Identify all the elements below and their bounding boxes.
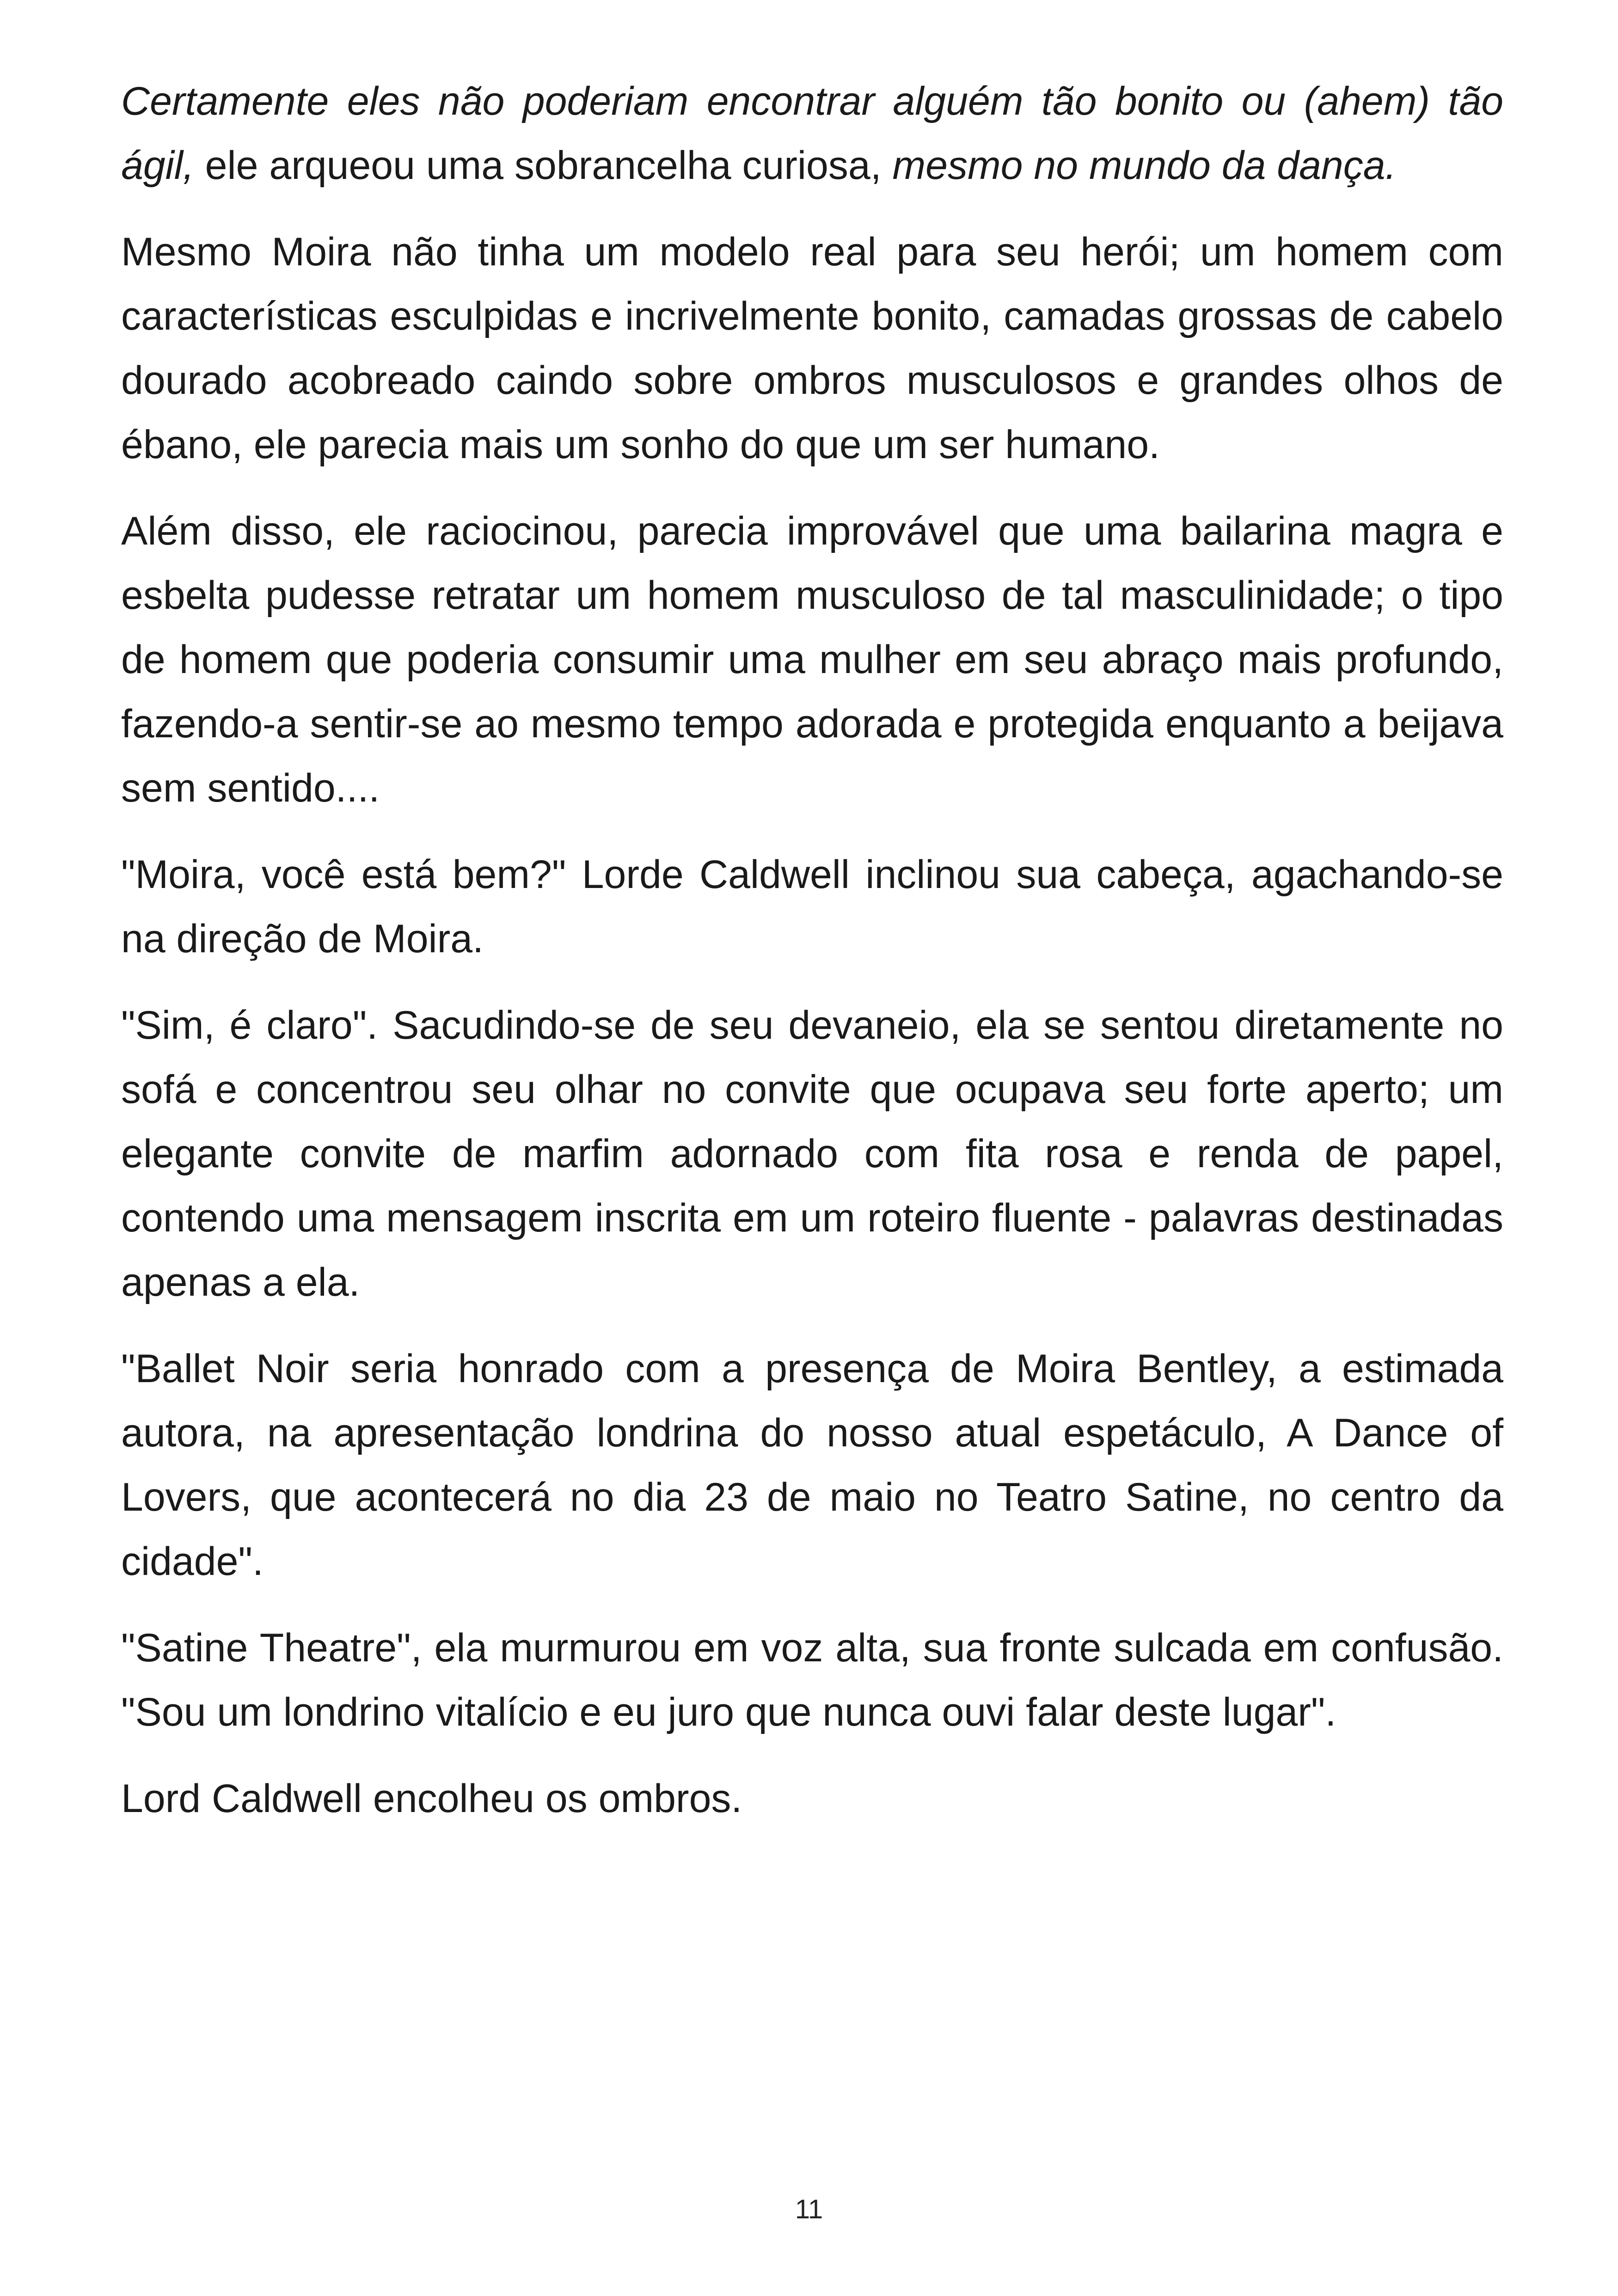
paragraph	[121, 220, 1503, 477]
paragraph	[121, 993, 1503, 1315]
paragraph	[121, 1616, 1503, 1745]
paragraph	[121, 69, 1503, 198]
italic-text: Certamente eles não poderiam encontrar alguém tão bonito ou (ahem) tão ágil,	[121, 79, 1503, 188]
text-segment: "Moira, você está bem?" Lorde Caldwell inclinou sua cabeça, agachando-se na direção de Moira.	[121, 852, 1503, 961]
text-segment: Além disso, ele raciocinou, parecia improvável que uma bailarina magra e esbelta pudesse retratar um homem musculoso de tal masculinidade; o tipo de homem que poderia consumir uma mulher em seu abraço mais profundo, fazendo-a sentir-se ao mesmo tempo adorada e protegida enquanto a beijava sem sentido....	[121, 509, 1503, 810]
paragraph	[121, 1767, 1503, 1831]
text-segment: Lord Caldwell encolheu os ombros.	[121, 1776, 742, 1821]
italic-text: mesmo no mundo da dança.	[892, 143, 1397, 188]
paragraph	[121, 1337, 1503, 1594]
text-segment: "Ballet Noir seria honrado com a presença de Moira Bentley, a estimada autora, na apresentação londrina do nosso atual espetáculo, A Dance of Lovers, que acontecerá no dia 23 de maio no Teatro Satine, no centro da cidade".	[121, 1347, 1503, 1584]
page-number: 11	[795, 2194, 823, 2224]
page-body	[121, 69, 1503, 1853]
text-segment: Mesmo Moira não tinha um modelo real para seu herói; um homem com características esculpidas e incrivelmente bonito, camadas grossas de cabelo dourado acobreado caindo sobre ombros musculosos e grandes olhos de ébano, ele parecia mais um sonho do que um ser humano.	[121, 230, 1503, 467]
paragraph	[121, 843, 1503, 971]
text-segment: "Sim, é claro". Sacudindo-se de seu devaneio, ela se sentou diretamente no sofá e concentrou seu olhar no convite que ocupava seu forte aperto; um elegante convite de marfim adornado com fita rosa e renda de papel, contendo uma mensagem inscrita em um roteiro fluente - palavras destinadas apenas a ela.	[121, 1003, 1503, 1304]
paragraph	[121, 499, 1503, 820]
text-segment: ele arqueou uma sobrancelha curiosa,	[194, 143, 893, 188]
text-segment: "Satine Theatre", ela murmurou em voz alta, sua fronte sulcada em confusão. "Sou um londrino vitalício e eu juro que nunca ouvi falar deste lugar".	[121, 1626, 1503, 1734]
